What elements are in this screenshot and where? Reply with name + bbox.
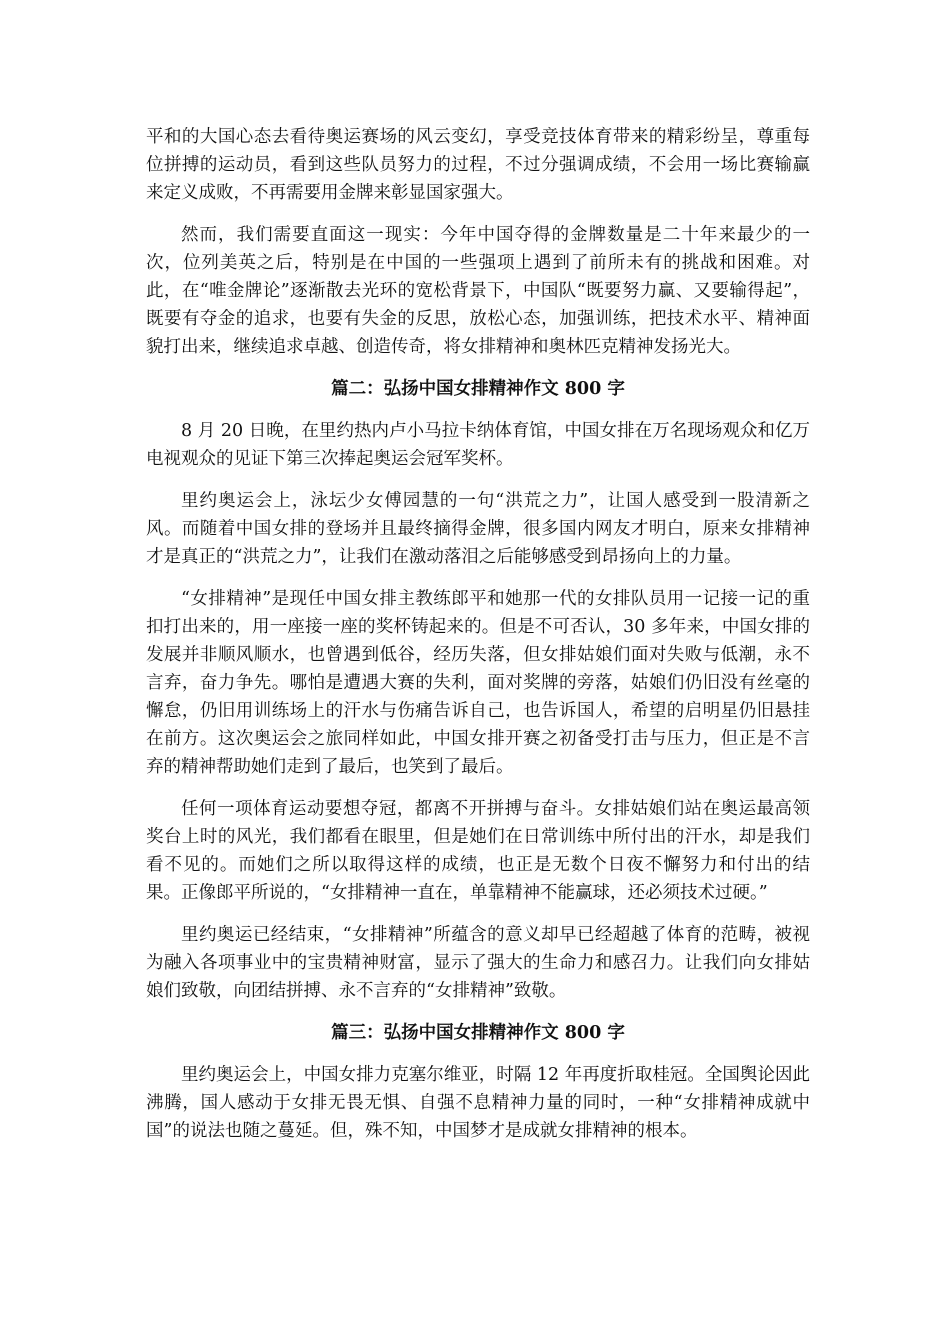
paragraph-tribute: 里约奥运已经结束，“女排精神”所蕴含的意义却早已经超越了体育的范畴，被视为融入各项事业中的宝贵精神财富，显示了强大的生命力和感召力。让我们向女排姑娘们致敬，向团结拼搏、永不言弃的“女排精神”致敬。: [146, 925, 810, 1001]
section-heading-3: 篇三：弘扬中国女排精神作文 800 字: [331, 1023, 625, 1043]
paragraph-honghuang: 里约奥运会上，泳坛少女傅园慧的一句“洪荒之力”，让国人感受到一股清新之风。而随着中国女排的登场并且最终摘得金牌，很多国内网友才明白，原来女排精神才是真正的“洪荒之力”，让我们在激动落泪之后能够感受到昂扬向上的力量。: [146, 491, 810, 567]
paragraph-china-dream: 里约奥运会上，中国女排力克塞尔维亚，时隔 12 年再度折取桂冠。全国舆论因此沸腾，国人感动于女排无畏无惧、自强不息精神力量的同时，一种“女排精神成就中国”的说法也随之蔓延。但，殊不知，中国梦才是成就女排精神的根本。: [146, 1065, 810, 1141]
paragraph-reality: 然而，我们需要直面这一现实：今年中国夺得的金牌数量是二十年来最少的一次，位列美英之后，特别是在中国的一些强项上遇到了前所未有的挑战和困难。对此，在“唯金牌论”逐渐散去光环的宽松背景下，中国队“既要努力赢、又要输得起”，既要有夺金的追求，也要有失金的反思，放松心态，加强训练，把技术水平、精神面貌打出来，继续追求卓越、创造传奇，将女排精神和奥林匹克精神发扬光大。: [146, 225, 810, 357]
paragraph-aug20: 8 月 20 日晚，在里约热内卢小马拉卡纳体育馆，中国女排在万名现场观众和亿万电视观众的见证下第三次捧起奥运会冠军奖杯。: [146, 421, 810, 469]
paragraph-spirit-origin: “女排精神”是现任中国女排主教练郎平和她那一代的女排队员用一记接一记的重扣打出来的，用一座接一座的奖杯铸起来的。但是不可否认，30 多年来，中国女排的发展并非顺风顺水，也曾遇到低谷，经历失落，但女排姑娘们面对失败与低潮，永不言弃，奋力争先。哪怕是遭遇大赛的失利，面对奖牌的旁落，姑娘们仍旧没有丝毫的懈怠，仍旧用训练场上的汗水与伤痛告诉自己，也告诉国人，希望的启明星仍旧悬挂在前方。这次奥运会之旅同样如此，中国女排开赛之初备受打击与压力，但正是不言弃的精神帮助她们走到了最后，也笑到了最后。: [146, 589, 810, 777]
section-heading-2: 篇二：弘扬中国女排精神作文 800 字: [331, 379, 625, 399]
document-page: [146, 123, 810, 1159]
paragraph-struggle: 任何一项体育运动要想夺冠，都离不开拼搏与奋斗。女排姑娘们站在奥运最高领奖台上时的风光，我们都看在眼里，但是她们在日常训练中所付出的汗水，却是我们看不见的。而她们之所以取得这样的成绩，也正是无数个日夜不懈努力和付出的结果。正像郎平所说的，“女排精神一直在，单靠精神不能赢球，还必须技术过硬。”: [146, 799, 810, 903]
paragraph-continuation: 平和的大国心态去看待奥运赛场的风云变幻，享受竞技体育带来的精彩纷呈，尊重每位拼搏的运动员，看到这些队员努力的过程，不过分强调成绩，不会用一场比赛输赢来定义成败，不再需要用金牌来彰显国家强大。: [146, 127, 810, 203]
